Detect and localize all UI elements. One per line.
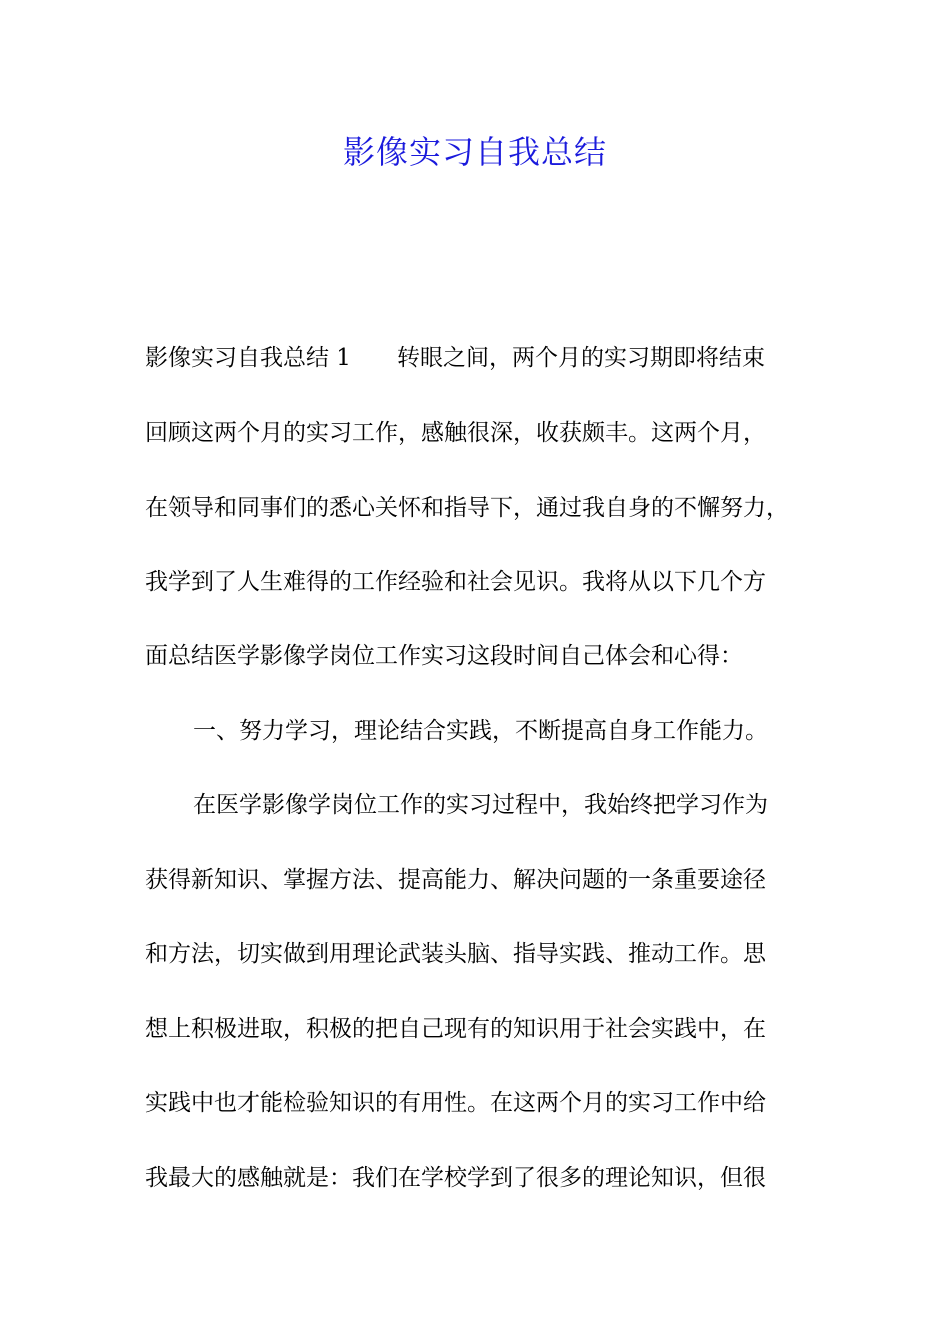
section-heading-label: 影像实习自我总结 1 — [145, 345, 351, 371]
paragraph-line: 面总结医学影像学岗位工作实习这段时间自己体会和心得： — [145, 643, 743, 669]
section-heading-line: 一、努力学习，理论结合实践，不断提高自身工作能力。 — [193, 718, 768, 744]
paragraph-line: 在领导和同事们的悉心关怀和指导下，通过我自身的不懈努力， — [145, 495, 789, 521]
paragraph-line: 我学到了人生难得的工作经验和社会见识。我将从以下几个方 — [145, 569, 766, 595]
paragraph-line: 回顾这两个月的实习工作，感触很深，收获颇丰。这两个月， — [145, 420, 766, 446]
paragraph-line: 在医学影像学岗位工作的实习过程中，我始终把学习作为 — [193, 792, 768, 818]
paragraph-line — [145, 343, 765, 373]
paragraph-line: 实践中也才能检验知识的有用性。在这两个月的实习工作中给 — [145, 1090, 766, 1116]
document-title: 影像实习自我总结 — [342, 133, 607, 171]
paragraph-line: 想上积极进取，积极的把自己现有的知识用于社会实践中，在 — [145, 1016, 766, 1042]
paragraph-line: 我最大的感触就是：我们在学校学到了很多的理论知识，但很 — [145, 1165, 766, 1191]
paragraph-line: 获得新知识、掌握方法、提高能力、解决问题的一条重要途径 — [145, 867, 766, 893]
paragraph-line: 和方法，切实做到用理论武装头脑、指导实践、推动工作。思 — [145, 941, 766, 967]
line-text: 转眼之间，两个月的实习期即将结束 — [396, 345, 765, 371]
